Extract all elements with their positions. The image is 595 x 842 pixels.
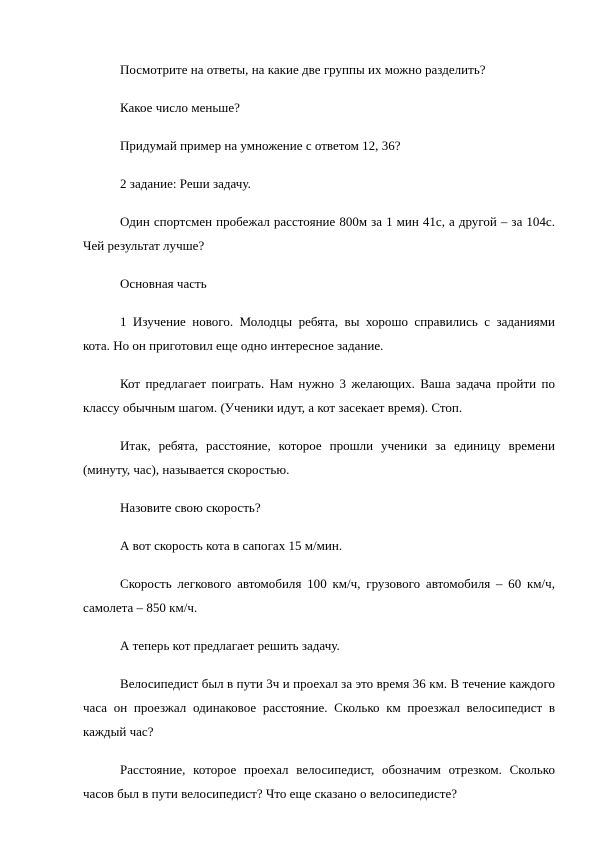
paragraph: Какое число меньше? [120, 100, 240, 115]
paragraph: Велосипедист был в пути 3ч и проехал за это время 36 км. В течение каждого часа он проезжал одинаковое расстояние. Сколько км проезжал велосипедист в каждый час? [83, 676, 555, 739]
paragraph: Назовите свою скорость? [120, 500, 261, 515]
paragraph: Скорость легкового автомобиля 100 км/ч, грузового автомобиля – 60 км/ч, самолета – 850 км/ч. [83, 576, 555, 615]
document-body [83, 58, 555, 820]
paragraph: 1 Изучение нового. Молодцы ребята, вы хорошо справились с заданиями кота. Но он приготовил еще одно интересное задание. [83, 314, 555, 353]
paragraph: Итак, ребята, расстояние, которое прошли ученики за единицу времени (минуту, час), называется скоростью. [83, 438, 555, 477]
paragraph: Посмотрите на ответы, на какие две группы их можно разделить? [120, 62, 486, 77]
paragraph: Придумай пример на умножение с ответом 12, 36? [120, 138, 401, 153]
paragraph: Кот предлагает поиграть. Нам нужно 3 желающих. Ваша задача пройти по классу обычным шагом. (Ученики идут, а кот засекает время). Стоп. [83, 376, 555, 415]
paragraph: А вот скорость кота в сапогах 15 м/мин. [120, 538, 343, 553]
paragraph: А теперь кот предлагает решить задачу. [120, 638, 340, 653]
paragraph: Расстояние, которое проехал велосипедист, обозначим отрезком. Сколько часов был в пути велосипедист? Что еще сказано о велосипедисте? [83, 762, 555, 801]
paragraph: Один спортсмен пробежал расстояние 800м за 1 мин 41с, а другой – за 104с. Чей результат лучше? [83, 214, 555, 253]
section-heading: Основная часть [120, 276, 207, 291]
paragraph: 2 задание: Реши задачу. [120, 176, 251, 191]
